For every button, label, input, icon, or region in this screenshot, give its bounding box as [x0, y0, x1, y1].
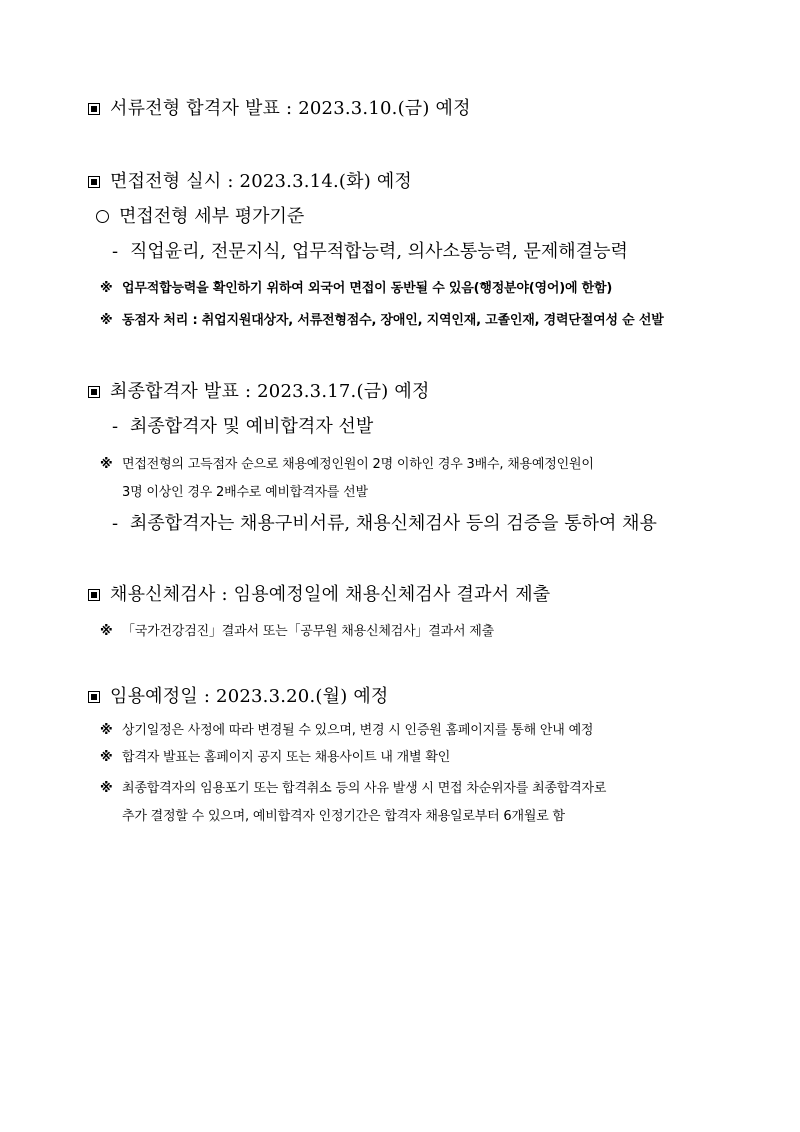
interview-note-1	[100, 277, 612, 296]
medical-note-1-text: 「국가건강검진」결과서 또는「공무원 채용신체검사」결과서 제출	[122, 624, 494, 639]
note-mark: ※	[100, 781, 113, 796]
doc-screening-text: 서류전형 합격자 발표 : 2023.3.10.(금) 예정	[110, 98, 471, 119]
square-bullet-icon	[88, 176, 100, 188]
note-mark: ※	[100, 457, 113, 472]
appointment-note-1-text: 상기일정은 사정에 따라 변경될 수 있으며, 변경 시 인증원 홈페이지를 통해 안내 예정	[122, 723, 594, 738]
final-item-2	[112, 509, 657, 535]
final-note-1-cont	[122, 481, 368, 500]
interview-criteria-items	[112, 237, 628, 263]
interview-note-2	[100, 309, 664, 328]
interview-criteria-title	[96, 202, 304, 228]
appointment-text: 임용예정일 : 2023.3.20.(월) 예정	[110, 686, 389, 707]
dash-marker: -	[112, 416, 119, 437]
square-bullet-icon	[88, 691, 100, 703]
final-note-1	[100, 453, 594, 472]
interview-note-1-text: 업무적합능력을 확인하기 위하여 외국어 면접이 동반될 수 있음(행정분야(영어)에 한함)	[122, 281, 613, 296]
note-mark: ※	[100, 313, 113, 328]
appointment-note-3-cont	[122, 805, 565, 824]
appointment-note-3-line1: 최종합격자의 임용포기 또는 합격취소 등의 사유 발생 시 면접 차순위자를 최종합격자로	[122, 781, 607, 796]
appointment-note-1	[100, 719, 593, 738]
square-bullet-icon	[88, 386, 100, 398]
square-bullet-icon	[88, 103, 100, 115]
section-medical	[88, 580, 550, 606]
final-item-1-text: 최종합격자 및 예비합격자 선발	[130, 416, 374, 437]
appointment-note-3	[100, 777, 606, 796]
note-mark: ※	[100, 723, 113, 738]
medical-note-1	[100, 620, 494, 639]
interview-text: 면접전형 실시 : 2023.3.14.(화) 예정	[110, 171, 413, 192]
note-mark: ※	[100, 281, 113, 296]
note-mark: ※	[100, 750, 113, 765]
criteria-title-text: 면접전형 세부 평가기준	[119, 206, 305, 227]
criteria-items-text: 직업윤리, 전문지식, 업무적합능력, 의사소통능력, 문제해결능력	[130, 241, 628, 262]
circle-bullet-icon	[96, 210, 109, 223]
appointment-note-2-text: 합격자 발표는 홈페이지 공지 또는 채용사이트 내 개별 확인	[122, 750, 451, 765]
section-doc-screening	[88, 94, 471, 120]
section-appointment	[88, 682, 389, 708]
medical-text: 채용신체검사 : 임용예정일에 채용신체검사 결과서 제출	[110, 584, 551, 605]
dash-marker: -	[112, 513, 119, 534]
square-bullet-icon	[88, 589, 100, 601]
final-note-1-line1: 면접전형의 고득점자 순으로 채용예정인원이 2명 이하인 경우 3배수, 채용예정인원이	[122, 457, 594, 472]
appointment-note-2	[100, 746, 450, 765]
interview-note-2-text: 동점자 처리 : 취업지원대상자, 서류전형점수, 장애인, 지역인재, 고졸인재, 경력단절여성 순 선발	[122, 313, 664, 328]
final-note-1-line2: 3명 이상인 경우 2배수로 예비합격자를 선발	[122, 485, 368, 500]
dash-marker: -	[112, 241, 119, 262]
note-mark: ※	[100, 624, 113, 639]
section-interview	[88, 167, 412, 193]
final-text: 최종합격자 발표 : 2023.3.17.(금) 예정	[110, 381, 430, 402]
final-item-2-text: 최종합격자는 채용구비서류, 채용신체검사 등의 검증을 통하여 채용	[130, 513, 657, 534]
appointment-note-3-line2: 추가 결정할 수 있으며, 예비합격자 인정기간은 합격자 채용일로부터 6개월로 함	[122, 809, 565, 824]
section-final	[88, 377, 430, 403]
final-item-1	[112, 412, 373, 438]
